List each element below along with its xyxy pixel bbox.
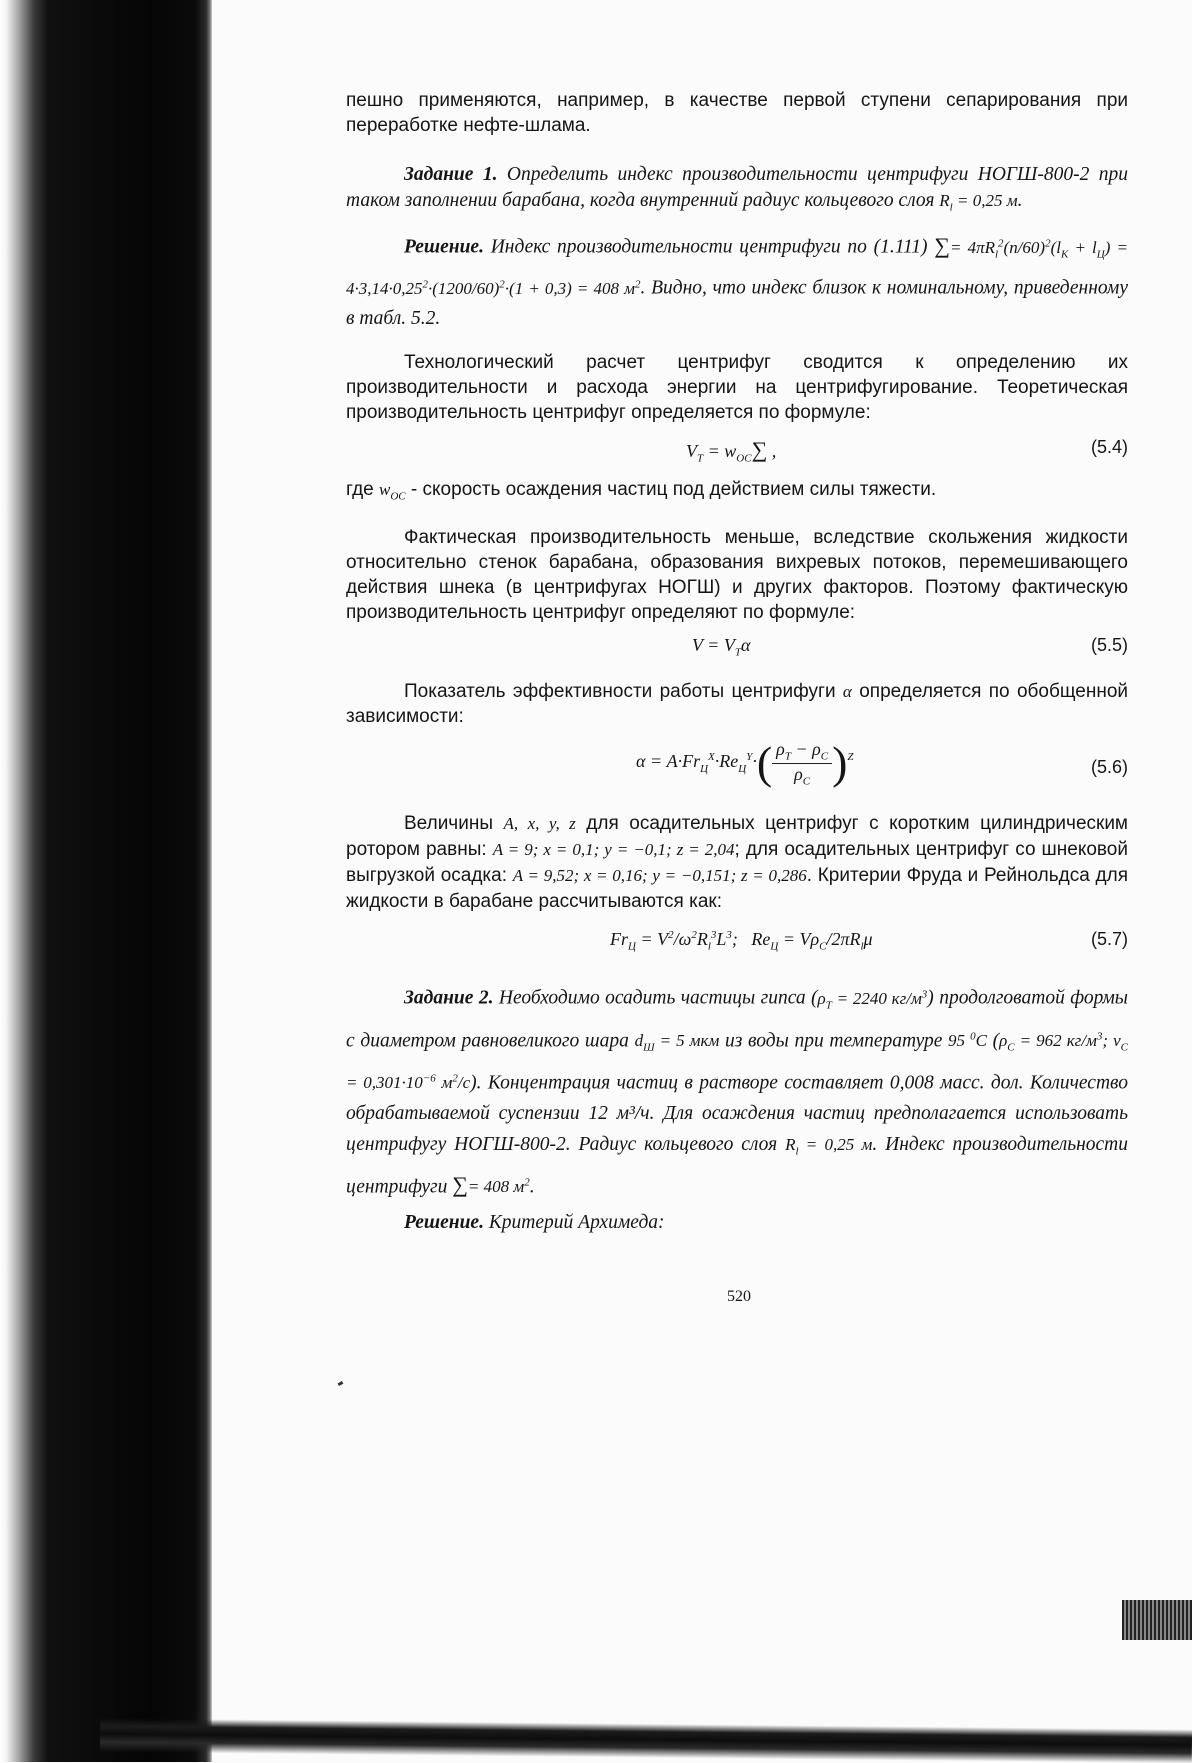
scan-artifact	[1122, 1600, 1192, 1640]
indicator-paragraph: Показатель эффективности работы центрифуги α определяется по обобщенной зависимости:	[346, 681, 1129, 728]
technology-paragraph: Технологический расчет центрифуг сводится к определению их производительности и расхода энергии на центрифугирование. Теоретическая производительность центрифуг определяется по формуле:	[346, 352, 1128, 424]
values-paragraph: Величины A, x, y, z для осадительных центрифуг с коротким цилиндрическим ротором равны: A = 9; x = 0,1; y = −0,1; z = 2,04; для осадительных центрифуг со шнековой выгрузкой осадка: A = 9,52; x = 0,16; y = −0,151; z = 0,286. Критерии Фруда и Рейнольдса для жидкости в барабане рассчитываются как:	[346, 813, 1128, 913]
equation-5-7: $Fr_Ц = V^2/\omega^2R_l^3L^3$; $Re_Ц = V\rho_C/2\pi R_l\mu$ (5.7)	[610, 929, 1128, 954]
solution-2-label: Решение.	[404, 1212, 484, 1234]
where-line: где $w_{OC}$ - скорость осаждения частиц под действием силы тяжести.	[346, 479, 937, 503]
task-1-text: Определить индекс производительности центрифуги НОГШ-800-2 при таком заполнении барабана, когда внутренний радиус кольцевого слоя	[346, 164, 1128, 211]
equation-5-5: $V = V_T\alpha$ (5.5)	[692, 635, 1128, 660]
equation-number: (5.6)	[1090, 757, 1128, 778]
solution-1-conclusion: Видно, что индекс близок к номинальному, приведенному в табл. 5.2.	[346, 278, 1128, 330]
solution-1-label: Решение.	[404, 237, 484, 259]
intro-paragraph: пешно применяются, например, в качестве первой ступени сепарирования при переработке нефте-шлама.	[346, 90, 1128, 136]
task-1-radius: $R_l = 0,25$ м	[939, 191, 1018, 214]
task-1: Задание 1. Определить индекс производительности центрифуги НОГШ-800-2 при таком заполнении барабана, когда внутренний радиус кольцевого слоя $R_l = 0,25$ м.	[346, 164, 1128, 214]
equation-5-6: $\alpha = A\cdot Fr_Ц^X\cdot Re_Ц^Y\cdot$( $\frac{\rho_T - \rho_C}{\rho_C}$ )$^Z$ (5.6)	[636, 737, 1128, 789]
page-bottom-shadow	[100, 1718, 1192, 1763]
task-2-label: Задание 2.	[404, 988, 494, 1010]
book-spine-shadow	[0, 0, 212, 1762]
formula-sigma-calc: ∑= $4\pi R_l^2(n/60)^2(l_K + l_Ц) = 4\cdot 3,14\cdot 0,25^2\cdot(1200/60)^2\cdot(1 + 0,3) = 408$ $м^2$	[346, 233, 1128, 299]
solution-1: Решение. Индекс производительности центрифуги по (1.111) ∑= $4\pi R_l^2(n/60)^2(l_K + l_Ц) = 4\cdot 3,14\cdot 0,25^2\cdot(1200/60)^2\cdot(1 + 0,3) = 408$ $м^2$. Видно, что индекс близок к номинальному, приведенному в табл. 5.2.	[346, 233, 1128, 330]
symbol-w-oc: $w_{OC}$	[379, 480, 406, 503]
solution-2: Решение. Критерий Архимеда:	[404, 1212, 665, 1234]
equation-number: (5.7)	[1090, 929, 1128, 950]
page-number: 520	[727, 1288, 751, 1305]
scan-speck	[338, 1381, 344, 1386]
equation-number: (5.4)	[1090, 437, 1128, 458]
equation-5-4: $V_T = w_{OC}\sum$ , (5.4)	[686, 437, 1128, 465]
task-1-label: Задание 1.	[404, 164, 498, 185]
equation-number: (5.5)	[1090, 635, 1128, 656]
task-2: Задание 2. Необходимо осадить частицы гипса ($\rho_T = 2240$ $кг/м^3$) продолговатой формы с диаметром равновеликого шара $d_Ш = 5$ мкм из воды при температуре 95 $^0$C ($\rho_C = 962$ $кг/м^3$; $\nu_C = 0,301\cdot 10^{-6}$ $м^2/с$). Концентрация частиц в растворе составляет 0,008 масс. дол. Количество обрабатываемой суспензии 12 м³/ч. Для осаждения частиц предполагается использовать центрифугу НОГШ-800-2. Радиус кольцевого слоя $R_l = 0,25$ м. Индекс производительности центрифуги ∑= 408 $м^2$.	[346, 988, 1129, 1198]
solution-1-text: Индекс производительности центрифуги по (1.111)	[490, 237, 928, 259]
page-body	[346, 88, 1128, 1236]
actual-capacity-paragraph: Фактическая производительность меньше, вследствие скольжения жидкости относительно стенок барабана, образования вихревых потоков, перемешивающего действия шнека (в центрифугах НОГШ) и других факторов. Поэтому фактическую производительность центрифуг определяют по формуле:	[346, 527, 1128, 624]
